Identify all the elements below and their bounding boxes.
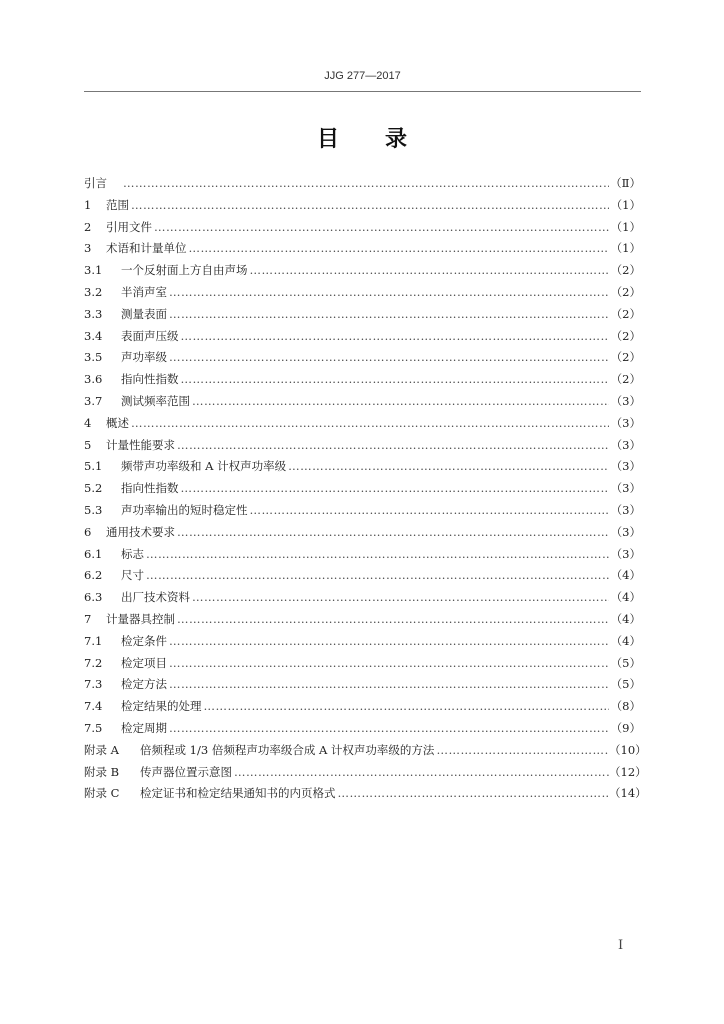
dot-leader — [129, 198, 609, 212]
dot-leader — [144, 547, 609, 561]
toc-entry-title: 范围 — [106, 197, 129, 212]
toc-entry[interactable] — [84, 262, 641, 284]
toc-entry-page: （3） — [610, 459, 641, 474]
toc-entry-number: 6.3 — [84, 590, 103, 605]
toc-entry-page: （9） — [610, 720, 641, 735]
toc-entry[interactable] — [84, 502, 641, 524]
toc-entry-title: 半消声室 — [121, 284, 167, 299]
toc-entry[interactable] — [84, 240, 641, 262]
dot-leader — [190, 394, 609, 408]
toc-entry-number: 7 — [84, 611, 92, 626]
toc-entry-page: （2） — [610, 263, 641, 278]
toc-entry-page: （2） — [610, 350, 641, 365]
toc-entry[interactable] — [84, 415, 641, 437]
toc-entry-page: （12） — [609, 764, 647, 779]
dot-leader — [179, 481, 610, 495]
toc-entry-page: （3） — [610, 437, 641, 452]
toc-entry-page: （8） — [610, 699, 641, 714]
toc-entry-number: 5.2 — [84, 481, 103, 496]
toc-entry[interactable] — [84, 742, 647, 764]
toc-entry-page: （1） — [610, 241, 641, 256]
toc-entry-number: 6 — [84, 524, 92, 539]
dot-leader — [144, 568, 609, 582]
toc-entry-page: （3） — [610, 415, 641, 430]
dot-leader — [179, 329, 610, 343]
toc-entry[interactable] — [84, 284, 641, 306]
dot-leader — [167, 307, 609, 321]
dot-leader — [167, 634, 609, 648]
toc-entry-page: （4） — [610, 568, 641, 583]
toc-entry-number: 3.7 — [84, 393, 103, 408]
toc-entry-number: 附录 B — [84, 764, 120, 779]
toc-entry[interactable] — [84, 219, 641, 241]
toc-entry[interactable] — [84, 567, 641, 589]
toc-entry[interactable] — [84, 349, 641, 371]
dot-leader — [167, 350, 609, 364]
toc-entry-title: 传声器位置示意图 — [140, 764, 232, 779]
dot-leader — [434, 743, 609, 757]
toc-entry-number: 5 — [84, 437, 92, 452]
dot-leader — [202, 699, 610, 713]
toc-entry-title: 一个反射面上方自由声场 — [121, 263, 248, 278]
toc-entry-number: 7.5 — [84, 720, 103, 735]
toc-entry-page: （3） — [610, 524, 641, 539]
toc-entry-number: 5.1 — [84, 459, 103, 474]
toc-entry-number: 引言 — [84, 176, 107, 190]
toc-entry-title: 术语和计量单位 — [106, 241, 187, 256]
toc-entry-number: 7.3 — [84, 677, 103, 692]
toc-entry-number: 6.2 — [84, 568, 103, 583]
toc-entry-title: 概述 — [106, 415, 129, 430]
toc-entry-number: 附录 C — [84, 786, 120, 801]
toc-entry-number: 6.1 — [84, 546, 103, 561]
toc-entry-title: 声功率级 — [121, 350, 167, 365]
toc-entry-title: 检定证书和检定结果通知书的内页格式 — [140, 786, 336, 801]
toc-entry-number: 3 — [84, 241, 92, 256]
toc-entry-number: 3.6 — [84, 372, 103, 387]
dot-leader — [190, 590, 609, 604]
toc-entry-title: 声功率输出的短时稳定性 — [121, 502, 248, 517]
dot-leader — [167, 677, 609, 691]
toc-entry-title: 标志 — [121, 546, 144, 561]
toc-entry-number: 3.3 — [84, 306, 103, 321]
document-code-header: JJG 277—2017 — [324, 70, 401, 82]
dot-leader — [152, 220, 609, 234]
toc-entry-number: 1 — [84, 197, 92, 212]
toc-entry-page: （4） — [610, 590, 641, 605]
toc-entry-title: 引用文件 — [106, 219, 152, 234]
toc-entry[interactable] — [84, 655, 641, 677]
dot-leader — [167, 656, 609, 670]
dot-leader — [121, 176, 609, 190]
dot-leader — [232, 765, 609, 779]
toc-entry[interactable] — [84, 611, 641, 633]
toc-entry-page: （2） — [610, 284, 641, 299]
dot-leader — [286, 459, 609, 473]
toc-entry[interactable] — [84, 546, 641, 568]
toc-entry-title: 频带声功率级和 A 计权声功率级 — [121, 459, 287, 474]
toc-entry-page: （4） — [610, 633, 641, 648]
toc-entry-number: 7.2 — [84, 655, 103, 670]
toc-entry-title: 尺寸 — [121, 568, 144, 583]
dot-leader — [129, 416, 609, 430]
toc-entry-page: （5） — [610, 677, 641, 692]
toc-entry-page: （1） — [610, 197, 641, 212]
toc-entry-page: （4） — [610, 611, 641, 626]
page-title: 目录 — [316, 127, 453, 152]
table-of-contents — [84, 175, 647, 807]
toc-entry-number: 3.1 — [84, 263, 103, 278]
toc-entry-page: （3） — [610, 393, 641, 408]
toc-entry-title: 检定条件 — [121, 633, 167, 648]
toc-entry[interactable] — [84, 785, 647, 807]
toc-entry-number: 4 — [84, 415, 92, 430]
toc-entry-title: 检定项目 — [121, 655, 167, 670]
toc-entry-title: 检定方法 — [121, 677, 167, 692]
toc-entry-title: 指向性指数 — [121, 481, 179, 496]
toc-entry[interactable] — [84, 480, 641, 502]
toc-entry-number: 附录 A — [84, 742, 119, 757]
dot-leader — [175, 525, 609, 539]
toc-entry[interactable] — [84, 676, 641, 698]
toc-entry[interactable] — [84, 328, 641, 350]
toc-entry-title: 倍频程或 1/3 倍频程声功率级合成 A 计权声功率级的方法 — [140, 742, 435, 757]
page-number: Ⅰ — [618, 938, 624, 953]
toc-entry-page: （3） — [610, 502, 641, 517]
toc-entry-number: 5.3 — [84, 502, 103, 517]
toc-entry[interactable] — [84, 764, 647, 786]
toc-entry-title: 检定周期 — [121, 720, 167, 735]
toc-entry-title: 测量表面 — [121, 306, 167, 321]
toc-entry[interactable] — [84, 633, 641, 655]
toc-entry-page: （5） — [610, 655, 641, 670]
dot-leader — [187, 241, 610, 255]
toc-entry[interactable] — [84, 589, 641, 611]
dot-leader — [167, 285, 609, 299]
toc-entry-page: （2） — [610, 306, 641, 321]
dot-leader — [248, 503, 610, 517]
toc-entry-title: 表面声压级 — [121, 328, 179, 343]
toc-entry-number: 3.5 — [84, 350, 103, 365]
toc-entry[interactable] — [84, 524, 641, 546]
toc-entry-number: 7.1 — [84, 633, 103, 648]
toc-entry-title: 出厂技术资料 — [121, 590, 190, 605]
toc-entry-page: （10） — [609, 742, 647, 757]
toc-entry-title: 计量性能要求 — [106, 437, 175, 452]
toc-entry[interactable] — [84, 437, 641, 459]
toc-entry-number: 3.4 — [84, 328, 103, 343]
toc-entry[interactable] — [84, 393, 641, 415]
toc-entry[interactable] — [84, 458, 641, 480]
toc-entry-title: 计量器具控制 — [106, 611, 175, 626]
toc-entry[interactable] — [84, 175, 641, 197]
toc-entry-title: 通用技术要求 — [106, 524, 175, 539]
toc-entry-number: 7.4 — [84, 699, 103, 714]
toc-entry-page: （3） — [610, 481, 641, 496]
dot-leader — [248, 263, 610, 277]
header-divider — [84, 91, 641, 92]
dot-leader — [175, 438, 609, 452]
toc-entry-page: （2） — [610, 328, 641, 343]
toc-entry-number: 3.2 — [84, 284, 103, 299]
toc-entry-page: （3） — [610, 546, 641, 561]
toc-entry[interactable] — [84, 197, 641, 219]
toc-entry-page: （1） — [610, 219, 641, 234]
toc-entry-page: （14） — [609, 786, 647, 801]
toc-entry-title: 检定结果的处理 — [121, 699, 202, 714]
dot-leader — [167, 721, 609, 735]
toc-entry[interactable] — [84, 306, 641, 328]
toc-entry[interactable] — [84, 698, 641, 720]
toc-entry[interactable] — [84, 720, 641, 742]
dot-leader — [336, 786, 610, 800]
dot-leader — [179, 372, 610, 386]
toc-entry-page: （Ⅱ） — [610, 176, 641, 190]
toc-entry[interactable] — [84, 371, 641, 393]
toc-entry-page: （2） — [610, 372, 641, 387]
toc-entry-number: 2 — [84, 219, 92, 234]
dot-leader — [175, 612, 609, 626]
toc-entry-title: 测试频率范围 — [121, 393, 190, 408]
toc-entry-title: 指向性指数 — [121, 372, 179, 387]
